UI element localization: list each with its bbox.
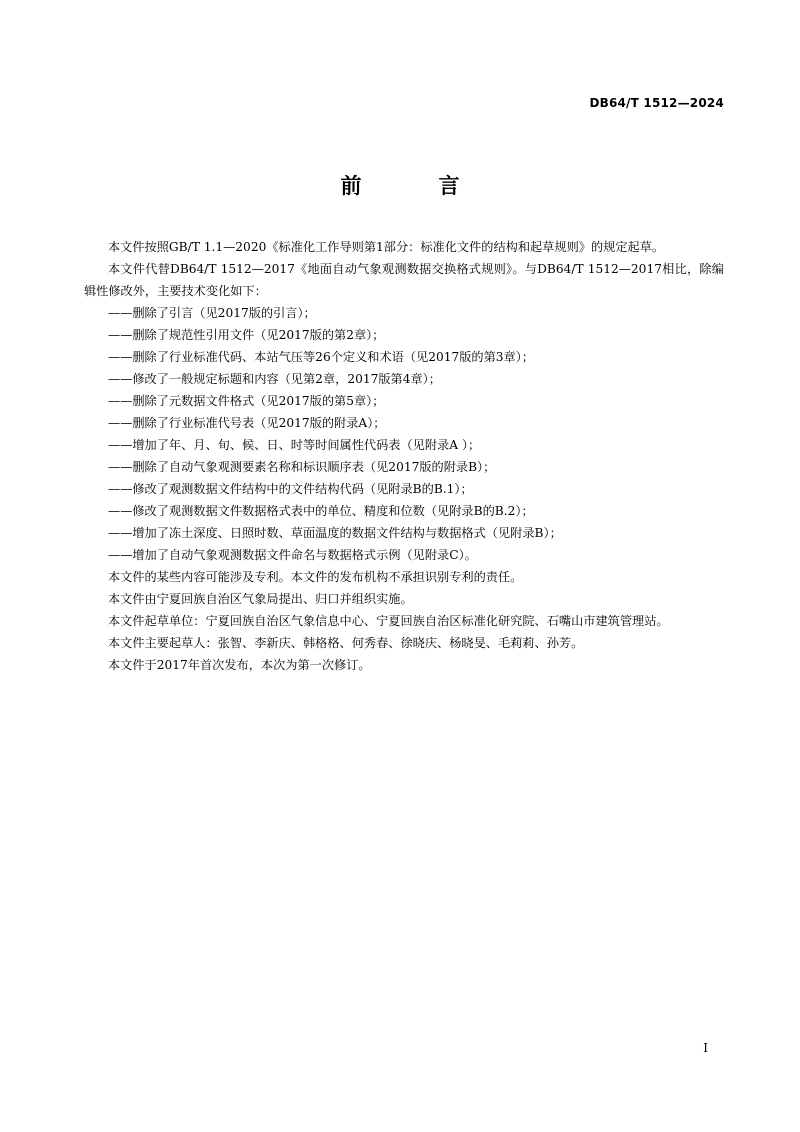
paragraph-drafting-units: 本文件起草单位：宁夏回族自治区气象信息中心、宁夏回族自治区标准化研究院、石嘴山市建筑管理站。 xyxy=(108,614,669,628)
document-code: DB64/T 1512—2024 xyxy=(589,96,724,110)
list-item: ——增加了自动气象观测数据文件命名与数据格式示例（见附录C）。 xyxy=(108,548,477,562)
foreword-body xyxy=(84,236,724,676)
list-item: ——删除了行业标准代号表（见2017版的附录A）； xyxy=(108,416,386,430)
paragraph-patents: 本文件的某些内容可能涉及专利。本文件的发布机构不承担识别专利的责任。 xyxy=(108,570,523,584)
paragraph-proposer: 本文件由宁夏回族自治区气象局提出、归口并组织实施。 xyxy=(108,592,413,606)
page-number: I xyxy=(703,1041,708,1055)
paragraph-history: 本文件于2017年首次发布，本次为第一次修订。 xyxy=(108,658,371,672)
list-item: ——删除了行业标准代码、本站气压等26个定义和术语（见2017版的第3章）； xyxy=(108,350,534,364)
list-item: ——修改了一般规定标题和内容（见第2章，2017版第4章）； xyxy=(108,372,441,386)
list-item: ——删除了规范性引用文件（见2017版的第2章）； xyxy=(108,328,385,342)
paragraph-drafters: 本文件主要起草人：张智、李新庆、韩格格、何秀春、徐晓庆、杨晓旻、毛莉莉、孙芳。 xyxy=(108,636,584,650)
list-item: ——增加了冻土深度、日照时数、草面温度的数据文件结构与数据格式（见附录B）； xyxy=(108,526,562,540)
list-item: ——增加了年、月、旬、候、日、时等时间属性代码表（见附录A ）； xyxy=(108,438,481,452)
list-item: ——删除了自动气象观测要素名称和标识顺序表（见2017版的附录B）； xyxy=(108,460,496,474)
paragraph-drafting-rules: 本文件按照GB/T 1.1—2020《标准化工作导则第1部分：标准化文件的结构和起草规则》的规定起草。 xyxy=(108,240,665,254)
list-item: ——删除了引言（见2017版的引言）； xyxy=(108,306,316,320)
paragraph-replaces: 本文件代替DB64/T 1512—2017《地面自动气象观测数据交换格式规则》。与DB64/T 1512—2017相比，除编辑性修改外，主要技术变化如下： xyxy=(84,262,724,298)
page-title: 前 言 xyxy=(340,174,488,198)
list-item: ——删除了元数据文件格式（见2017版的第5章）； xyxy=(108,394,385,408)
list-item: ——修改了观测数据文件数据格式表中的单位、精度和位数（见附录B的B.2）； xyxy=(108,504,534,518)
changes-list xyxy=(84,302,724,566)
list-item: ——修改了观测数据文件结构中的文件结构代码（见附录B的B.1）； xyxy=(108,482,473,496)
